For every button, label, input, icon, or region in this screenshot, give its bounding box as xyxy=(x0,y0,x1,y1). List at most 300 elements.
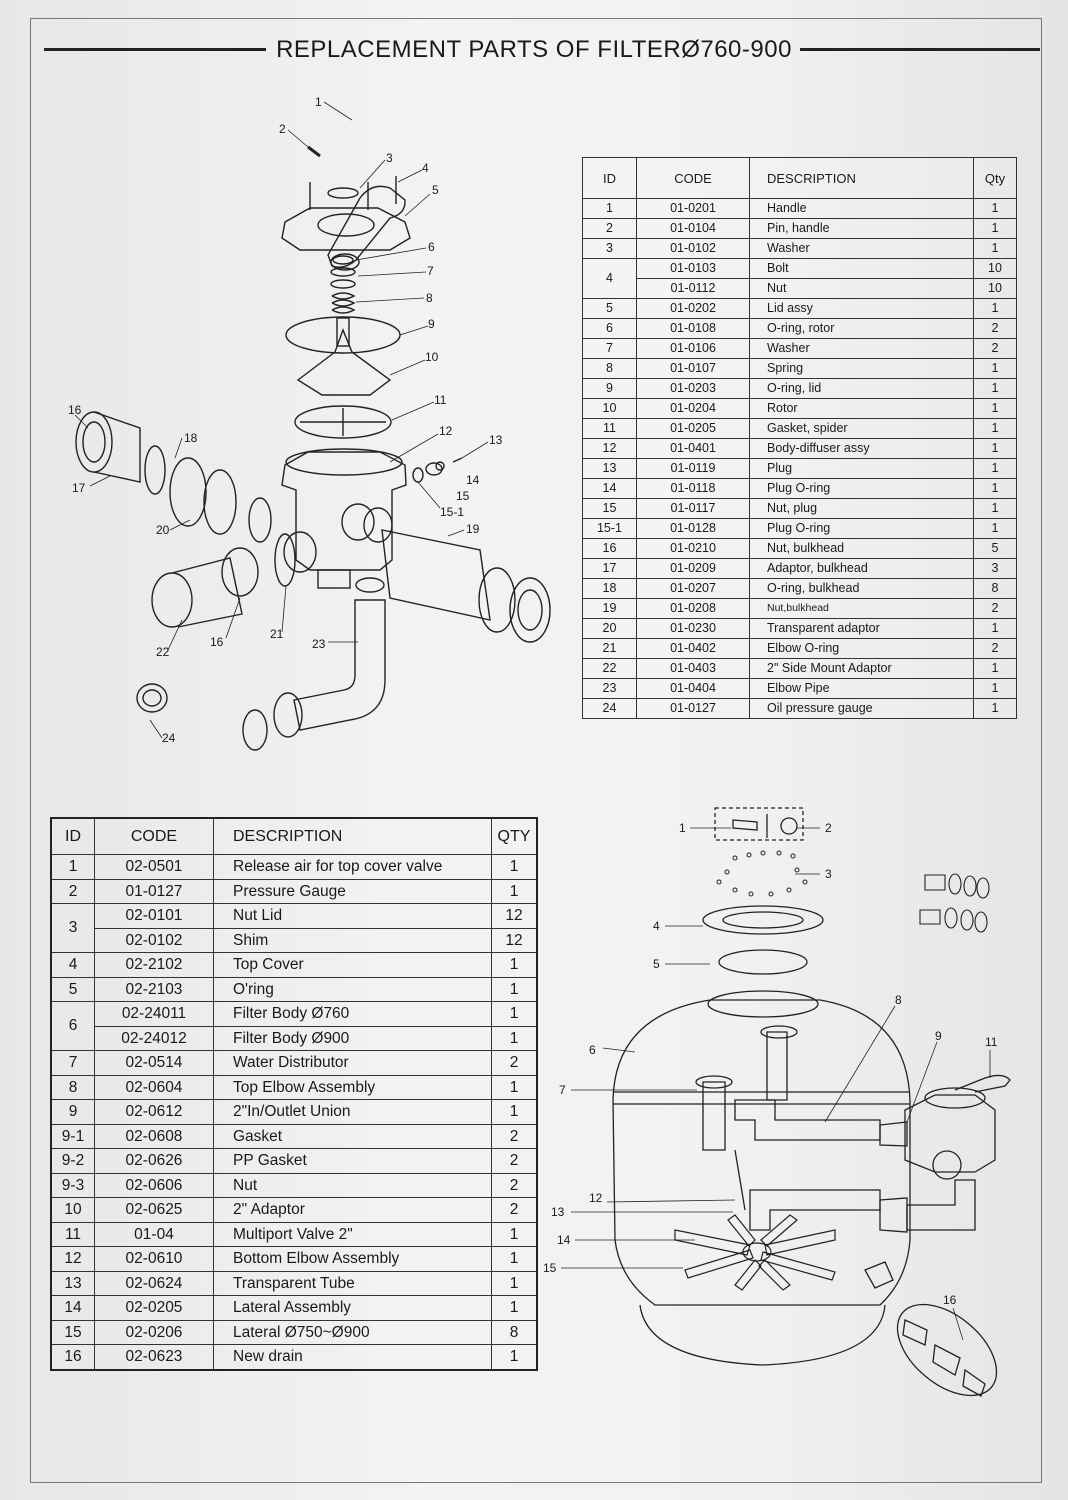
cell-qty: 3 xyxy=(974,559,1017,579)
col-qty-header: QTY xyxy=(492,818,538,855)
cell-description: Release air for top cover valve xyxy=(214,855,492,880)
col-qty-header: Qty xyxy=(974,158,1017,199)
cell-id: 13 xyxy=(51,1271,95,1296)
cell-id: 3 xyxy=(583,239,637,259)
title-rule-right xyxy=(800,48,1040,51)
callout: 13 xyxy=(551,1205,565,1219)
cell-qty: 1 xyxy=(974,679,1017,699)
cell-description: O-ring, bulkhead xyxy=(750,579,974,599)
air-release-box xyxy=(715,808,803,840)
callout: 10 xyxy=(425,350,439,364)
callout: 15 xyxy=(543,1261,557,1275)
valve-exploded-diagram xyxy=(60,90,570,760)
cell-id: 6 xyxy=(51,1002,95,1051)
table-row xyxy=(583,539,1017,559)
cell-description: 2" Adaptor xyxy=(214,1198,492,1223)
table-row xyxy=(583,319,1017,339)
callout: 15 xyxy=(456,489,470,503)
tank-base xyxy=(640,1305,885,1365)
callout: 18 xyxy=(184,431,198,445)
cell-description: 2"In/Outlet Union xyxy=(214,1100,492,1125)
cell-description: New drain xyxy=(214,1345,492,1370)
cell-qty: 1 xyxy=(974,659,1017,679)
cell-qty: 1 xyxy=(974,439,1017,459)
cell-code: 01-0209 xyxy=(637,559,750,579)
cell-id: 19 xyxy=(583,599,637,619)
cell-code: 01-0118 xyxy=(637,479,750,499)
cell-code: 01-0210 xyxy=(637,539,750,559)
callout: 7 xyxy=(559,1083,566,1097)
table-row xyxy=(583,499,1017,519)
callout: 15-1 xyxy=(440,505,465,519)
cell-id: 9-1 xyxy=(51,1124,95,1149)
table-row xyxy=(51,1345,537,1370)
col-code-header: CODE xyxy=(95,818,214,855)
cell-code: 01-0204 xyxy=(637,399,750,419)
rotor-part xyxy=(298,330,390,395)
cell-description: PP Gasket xyxy=(214,1149,492,1174)
cell-description: Nut, plug xyxy=(750,499,974,519)
cell-qty: 12 xyxy=(492,928,538,953)
cell-id: 5 xyxy=(51,977,95,1002)
callout: 7 xyxy=(427,264,434,278)
table-row xyxy=(51,1271,537,1296)
cell-id: 17 xyxy=(583,559,637,579)
cell-description: Washer xyxy=(750,239,974,259)
table-row xyxy=(51,879,537,904)
leader-21 xyxy=(282,586,286,632)
col-description-header: DESCRIPTION xyxy=(750,158,974,199)
cell-id: 12 xyxy=(583,439,637,459)
cell-code: 02-0612 xyxy=(95,1100,214,1125)
cell-code: 01-0128 xyxy=(637,519,750,539)
table-row xyxy=(51,1247,537,1272)
leader-5 xyxy=(405,194,430,216)
callout: 12 xyxy=(439,424,453,438)
cell-code: 01-0402 xyxy=(637,639,750,659)
cell-description: Transparent adaptor xyxy=(750,619,974,639)
cell-qty: 1 xyxy=(974,699,1017,719)
leader-12 xyxy=(390,434,438,462)
callout: 3 xyxy=(386,151,393,165)
table-row xyxy=(583,379,1017,399)
cell-code: 01-0119 xyxy=(637,459,750,479)
table-row xyxy=(51,1320,537,1345)
bottom-elbow-pipe xyxy=(750,1190,880,1230)
elbow-nut xyxy=(274,693,302,737)
cell-qty: 1 xyxy=(974,499,1017,519)
laterals xyxy=(675,1215,835,1290)
leader-10 xyxy=(390,360,425,375)
cell-description: Elbow O-ring xyxy=(750,639,974,659)
filter-tank-diagram xyxy=(535,800,1035,1430)
table-row xyxy=(51,855,537,880)
cell-qty: 1 xyxy=(974,379,1017,399)
callout: 16 xyxy=(210,635,224,649)
pressure-gauge xyxy=(137,684,167,712)
table-row xyxy=(583,559,1017,579)
cell-id: 9 xyxy=(583,379,637,399)
cell-id: 4 xyxy=(51,953,95,978)
leader-4 xyxy=(398,170,422,182)
right-union-body xyxy=(382,530,490,620)
cell-description: Lid assy xyxy=(750,299,974,319)
oring-bulkhead-left xyxy=(145,446,165,494)
col-code-header: CODE xyxy=(637,158,750,199)
cell-qty: 2 xyxy=(974,599,1017,619)
tank-band xyxy=(613,1092,910,1104)
cell-id: 11 xyxy=(583,419,637,439)
cell-id: 3 xyxy=(51,904,95,953)
cell-code: 01-0202 xyxy=(637,299,750,319)
union-exploded xyxy=(920,874,989,932)
transparent-adaptor xyxy=(170,458,206,526)
oring-20 xyxy=(249,498,271,542)
cell-code: 01-0207 xyxy=(637,579,750,599)
cell-id: 24 xyxy=(583,699,637,719)
cell-qty: 1 xyxy=(974,419,1017,439)
cell-qty: 10 xyxy=(974,279,1017,299)
valve-parts-table xyxy=(582,157,1017,719)
callout: 2 xyxy=(279,122,286,136)
table-row xyxy=(583,479,1017,499)
cell-description: Body-diffuser assy xyxy=(750,439,974,459)
table-row xyxy=(583,419,1017,439)
cell-qty: 1 xyxy=(492,953,538,978)
body-port-left xyxy=(284,532,316,572)
cell-qty: 1 xyxy=(492,1002,538,1027)
table-row xyxy=(583,299,1017,319)
cell-code: 01-0230 xyxy=(637,619,750,639)
cell-id: 9-3 xyxy=(51,1173,95,1198)
leader-17 xyxy=(90,476,110,486)
cell-id: 5 xyxy=(583,299,637,319)
cell-description: Pin, handle xyxy=(750,219,974,239)
callout: 14 xyxy=(466,473,480,487)
cell-code: 02-0102 xyxy=(95,928,214,953)
tank-neck xyxy=(708,991,818,1017)
cell-code: 02-0610 xyxy=(95,1247,214,1272)
leader-11 xyxy=(392,402,434,420)
leader-3 xyxy=(360,160,385,188)
cell-qty: 2 xyxy=(492,1173,538,1198)
cell-id: 10 xyxy=(51,1198,95,1223)
callout: 5 xyxy=(653,957,660,971)
cell-qty: 8 xyxy=(492,1320,538,1345)
adaptor-left xyxy=(94,412,140,482)
cell-qty: 1 xyxy=(974,239,1017,259)
cell-code: 02-24011 xyxy=(95,1002,214,1027)
cover-oring xyxy=(719,950,807,974)
body-port-right xyxy=(364,508,392,542)
table-row xyxy=(583,239,1017,259)
table-header-row xyxy=(51,818,537,855)
table-row xyxy=(583,399,1017,419)
table-row xyxy=(51,953,537,978)
lid-nuts xyxy=(717,851,807,896)
cell-qty: 2 xyxy=(492,1198,538,1223)
cell-description: Rotor xyxy=(750,399,974,419)
leader-22 xyxy=(168,620,182,650)
table-row xyxy=(51,904,537,929)
cell-id: 2 xyxy=(583,219,637,239)
table-row xyxy=(583,459,1017,479)
callout: 2 xyxy=(825,821,832,835)
cell-code: 01-0127 xyxy=(637,699,750,719)
cell-code: 01-0203 xyxy=(637,379,750,399)
cell-qty: 1 xyxy=(974,459,1017,479)
cell-qty: 1 xyxy=(974,199,1017,219)
table-row xyxy=(51,928,537,953)
cell-id: 20 xyxy=(583,619,637,639)
leader-16 xyxy=(953,1308,963,1340)
table-row xyxy=(583,679,1017,699)
table-row xyxy=(51,1100,537,1125)
cell-qty: 2 xyxy=(974,339,1017,359)
table-row xyxy=(51,1173,537,1198)
table-row xyxy=(51,1296,537,1321)
callout: 9 xyxy=(935,1029,942,1043)
table-row xyxy=(51,1124,537,1149)
leader-24 xyxy=(150,720,162,738)
drain-fitting xyxy=(865,1262,893,1288)
leader-6 xyxy=(603,1048,635,1052)
cell-code: 01-0117 xyxy=(637,499,750,519)
air-release-valve xyxy=(733,820,757,830)
cell-code: 01-0104 xyxy=(637,219,750,239)
cell-id: 1 xyxy=(583,199,637,219)
bulkhead-nut-bottom xyxy=(222,548,258,596)
callout: 5 xyxy=(432,183,439,197)
return-elbow xyxy=(907,1180,975,1230)
cell-code: 02-0606 xyxy=(95,1173,214,1198)
table-header-row xyxy=(583,158,1017,199)
elbow-pipe xyxy=(294,600,385,730)
cell-qty: 1 xyxy=(974,399,1017,419)
cell-qty: 8 xyxy=(974,579,1017,599)
leader-13 xyxy=(462,442,488,458)
cell-description: Water Distributor xyxy=(214,1051,492,1076)
table-row xyxy=(51,1198,537,1223)
callout: 14 xyxy=(557,1233,571,1247)
cell-qty: 1 xyxy=(492,855,538,880)
col-description-header: DESCRIPTION xyxy=(214,818,492,855)
cell-id: 16 xyxy=(51,1345,95,1370)
callout: 11 xyxy=(985,1035,998,1049)
cell-id: 9-2 xyxy=(51,1149,95,1174)
callout: 24 xyxy=(162,731,176,745)
cell-code: 02-0514 xyxy=(95,1051,214,1076)
cell-code: 01-0107 xyxy=(637,359,750,379)
table-row xyxy=(583,639,1017,659)
callout: 1 xyxy=(679,821,686,835)
table-row xyxy=(51,1051,537,1076)
cell-id: 1 xyxy=(51,855,95,880)
cell-qty: 2 xyxy=(492,1124,538,1149)
cell-code: 02-0206 xyxy=(95,1320,214,1345)
cell-code: 01-0102 xyxy=(637,239,750,259)
callout: 3 xyxy=(825,867,832,881)
cell-code: 01-0112 xyxy=(637,279,750,299)
inlet-union xyxy=(880,1122,907,1146)
cell-qty: 1 xyxy=(492,1271,538,1296)
cell-description: Nut xyxy=(750,279,974,299)
cell-code: 01-0403 xyxy=(637,659,750,679)
lid-oring xyxy=(286,317,400,353)
table-row xyxy=(51,1075,537,1100)
cell-qty: 1 xyxy=(492,1100,538,1125)
table-row xyxy=(583,519,1017,539)
cell-id: 23 xyxy=(583,679,637,699)
cell-description: Pressure Gauge xyxy=(214,879,492,904)
callout: 1 xyxy=(315,95,322,109)
leader-7 xyxy=(358,272,426,276)
cell-id: 13 xyxy=(583,459,637,479)
cell-description: Lateral Assembly xyxy=(214,1296,492,1321)
cell-description: Gasket xyxy=(214,1124,492,1149)
cell-id: 7 xyxy=(51,1051,95,1076)
cell-description: Plug xyxy=(750,459,974,479)
cell-id: 8 xyxy=(51,1075,95,1100)
cell-id: 15 xyxy=(583,499,637,519)
cell-qty: 1 xyxy=(492,1345,538,1370)
cell-code: 01-0108 xyxy=(637,319,750,339)
callout: 21 xyxy=(270,627,284,641)
cell-description: Nut, bulkhead xyxy=(750,539,974,559)
cell-description: Transparent Tube xyxy=(214,1271,492,1296)
table-row xyxy=(583,439,1017,459)
cell-qty: 2 xyxy=(974,639,1017,659)
table-row xyxy=(583,359,1017,379)
cell-qty: 1 xyxy=(492,1075,538,1100)
side-valve-top xyxy=(925,1088,985,1108)
callout: 13 xyxy=(489,433,503,447)
page-title: REPLACEMENT PARTS OF FILTERØ760-900 xyxy=(276,36,792,63)
cell-qty: 2 xyxy=(492,1149,538,1174)
callout: 9 xyxy=(428,317,435,331)
cell-code: 01-04 xyxy=(95,1222,214,1247)
callout: 20 xyxy=(156,523,170,537)
washer-part xyxy=(328,188,358,198)
callout: 8 xyxy=(895,993,902,1007)
body-bottom-port xyxy=(318,570,350,588)
cell-id: 2 xyxy=(51,879,95,904)
table-row xyxy=(583,619,1017,639)
lid-hub xyxy=(318,214,374,236)
cell-id: 4 xyxy=(583,259,637,299)
cell-qty: 1 xyxy=(492,1026,538,1051)
cell-code: 02-0501 xyxy=(95,855,214,880)
cell-code: 02-0205 xyxy=(95,1296,214,1321)
cell-code: 02-0626 xyxy=(95,1149,214,1174)
cell-qty: 2 xyxy=(974,319,1017,339)
cell-description: O'ring xyxy=(214,977,492,1002)
cell-description: Handle xyxy=(750,199,974,219)
spider-arms xyxy=(300,408,386,436)
valve-body xyxy=(282,452,406,570)
cell-id: 11 xyxy=(51,1222,95,1247)
cell-description: O-ring, rotor xyxy=(750,319,974,339)
leader-15-1 xyxy=(418,482,440,508)
cell-code: 01-0401 xyxy=(637,439,750,459)
callout: 6 xyxy=(428,240,435,254)
cell-code: 02-0623 xyxy=(95,1345,214,1370)
cell-description: Multiport Valve 2" xyxy=(214,1222,492,1247)
cell-code: 02-2103 xyxy=(95,977,214,1002)
cell-id: 14 xyxy=(51,1296,95,1321)
cell-description: Lateral Ø750~Ø900 xyxy=(214,1320,492,1345)
cell-code: 01-0106 xyxy=(637,339,750,359)
cell-code: 01-0208 xyxy=(637,599,750,619)
body-top-rim xyxy=(286,449,402,475)
cell-description: Nut,bulkhead xyxy=(750,599,974,619)
side-valve-body xyxy=(905,1095,995,1172)
callout: 17 xyxy=(72,481,86,495)
plug-nut xyxy=(436,462,444,470)
cell-qty: 1 xyxy=(492,1247,538,1272)
callout: 8 xyxy=(426,291,433,305)
side-adaptor-ring xyxy=(152,573,192,627)
table-row xyxy=(583,259,1017,279)
top-elbow-pipe xyxy=(735,1100,880,1140)
rotor-oring xyxy=(333,256,353,264)
cell-code: 02-0608 xyxy=(95,1124,214,1149)
spring-part xyxy=(332,293,354,313)
title-rule-left xyxy=(44,48,266,51)
leader-9 xyxy=(400,326,428,335)
pressure-gauge-face xyxy=(143,690,161,706)
plug-part xyxy=(426,463,442,475)
cell-description: Elbow Pipe xyxy=(750,679,974,699)
cell-qty: 5 xyxy=(974,539,1017,559)
cell-qty: 1 xyxy=(974,299,1017,319)
transparent-adaptor-inner xyxy=(204,470,236,534)
top-distributor xyxy=(767,1032,787,1100)
table-row xyxy=(51,1026,537,1051)
cell-qty: 1 xyxy=(974,519,1017,539)
right-union-nut-2 xyxy=(510,578,550,642)
cell-qty: 1 xyxy=(492,1296,538,1321)
washer-7b xyxy=(331,280,355,288)
top-cover-inner xyxy=(723,912,803,928)
cell-id: 14 xyxy=(583,479,637,499)
side-valve-port xyxy=(933,1151,961,1179)
cell-qty: 1 xyxy=(492,1222,538,1247)
cell-qty: 10 xyxy=(974,259,1017,279)
elbow-oring xyxy=(356,578,384,592)
cell-qty: 1 xyxy=(974,619,1017,639)
right-union-nut-1 xyxy=(479,568,515,632)
cell-description: Top Elbow Assembly xyxy=(214,1075,492,1100)
cell-description: Filter Body Ø760 xyxy=(214,1002,492,1027)
cell-id: 6 xyxy=(583,319,637,339)
table-row xyxy=(583,699,1017,719)
washer-7 xyxy=(331,268,355,276)
cell-id: 15 xyxy=(51,1320,95,1345)
cell-description: Top Cover xyxy=(214,953,492,978)
leader-2 xyxy=(288,130,308,147)
cell-qty: 12 xyxy=(492,904,538,929)
body-port-front xyxy=(342,504,374,540)
table-row xyxy=(583,659,1017,679)
callout: 23 xyxy=(312,637,326,651)
col-id-header: ID xyxy=(51,818,95,855)
cell-description: O-ring, lid xyxy=(750,379,974,399)
table-row xyxy=(51,1002,537,1027)
cell-description: Oil pressure gauge xyxy=(750,699,974,719)
cell-description: Nut xyxy=(214,1173,492,1198)
cell-id: 18 xyxy=(583,579,637,599)
